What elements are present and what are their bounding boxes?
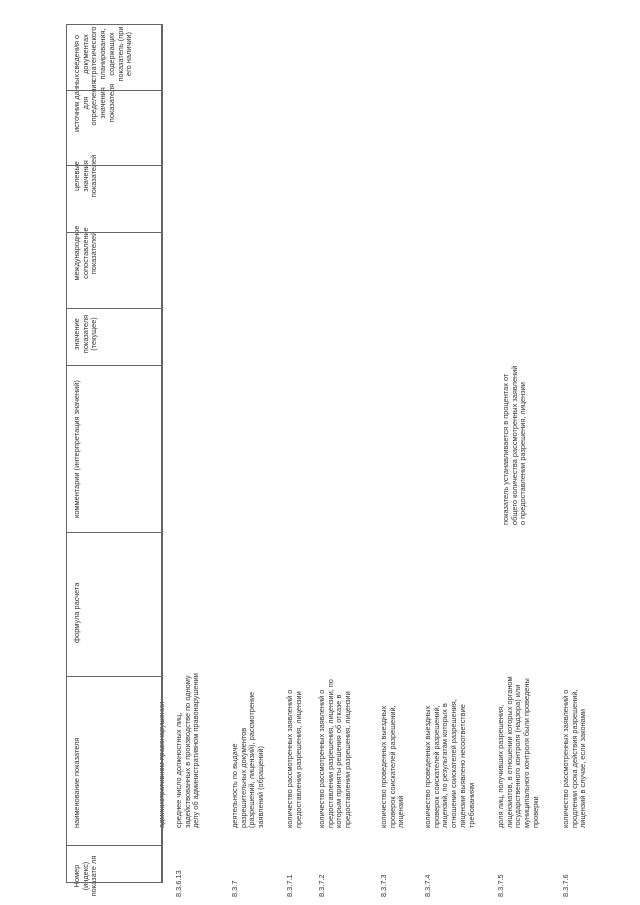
- hdr-sep-8: [66, 845, 162, 846]
- hdr-sep-7: [66, 676, 162, 677]
- row-5-name: количество проведенных выездных проверок соискателей разрешений, лицензий: [379, 705, 406, 828]
- row-5-number: 8.3.7.3: [379, 874, 388, 897]
- row-4-number: 8.3.7.2: [317, 874, 326, 897]
- hdr-target: целевые значения показателей: [72, 154, 99, 198]
- hdr-name: наименование показателя: [72, 737, 81, 828]
- row-7-number: 8.3.7.5: [496, 874, 505, 897]
- row-0-name-text: административном правонарушении: [157, 701, 166, 828]
- header-bottom-rule: [162, 24, 163, 883]
- row-4-name: количество рассмотренных заявлений о предоставлении разрешения, лицензии, по которым приняты решения об отказе в предоставлении разрешения, лицензии: [317, 679, 353, 828]
- row-7-comment: показатель устанавливается в процентах от общего количества рассмотренных заявлений о предоставлении разрешения, лицензии: [501, 365, 528, 525]
- header-band-frame: [66, 24, 162, 883]
- hdr-sep-5: [66, 365, 162, 366]
- row-1-number: 8.3.6.13: [174, 870, 183, 897]
- row-8-name: количество рассмотренных заявлений о продлении срока действия разрешений, лицензий в случае, если законами: [561, 689, 588, 828]
- hdr-sep-1: [66, 90, 162, 91]
- hdr-source: источник данных для определения значения показателя: [72, 73, 116, 132]
- row-6-number: 8.3.7.4: [423, 874, 432, 897]
- row-2-number: 8.3.7: [230, 880, 239, 897]
- hdr-sep-2: [66, 165, 162, 166]
- hdr-number: Номер (индекс) показате ля: [72, 855, 99, 897]
- hdr-strategic: сведения о документах стратегического планирования, содержащих показатель (при его наличии): [72, 26, 134, 82]
- row-7-name: доля лиц, получивших разрешения, лицензиатов, в отношении которых органом государственного контроля (надзора) или муниципального контроля были проведены проверки: [496, 676, 540, 828]
- hdr-formula: формула расчета: [72, 582, 81, 643]
- row-1-name: среднее число должностных лиц, задействованных в производстве по одному делу об административном правонарушении: [174, 673, 201, 828]
- hdr-international: международное сопоставление показателей: [72, 225, 99, 281]
- hdr-current: значение показателя (текущее): [72, 314, 99, 354]
- hdr-sep-6: [66, 532, 162, 533]
- hdr-comment: комментарии (интерпретация значений): [72, 380, 81, 518]
- hdr-sep-3: [66, 232, 162, 233]
- row-6-name: количество проведенных выездных проверок соискателей разрешений, лицензий, по результатам которых в отношении соискателей разрешения, лицензии выявлено несоответствие требованиям: [423, 699, 476, 828]
- hdr-sep-4: [66, 308, 162, 309]
- row-2-name: деятельность по выдаче разрешительных документов (разрешений, лицензий), рассмотрение заявлений (обращений): [230, 691, 266, 828]
- row-3-name: количество рассмотренных заявлений о предоставлении разрешения, лицензии: [285, 689, 303, 828]
- row-3-number: 8.3.7.1: [285, 874, 294, 897]
- row-8-number: 8.3.7.6: [561, 874, 570, 897]
